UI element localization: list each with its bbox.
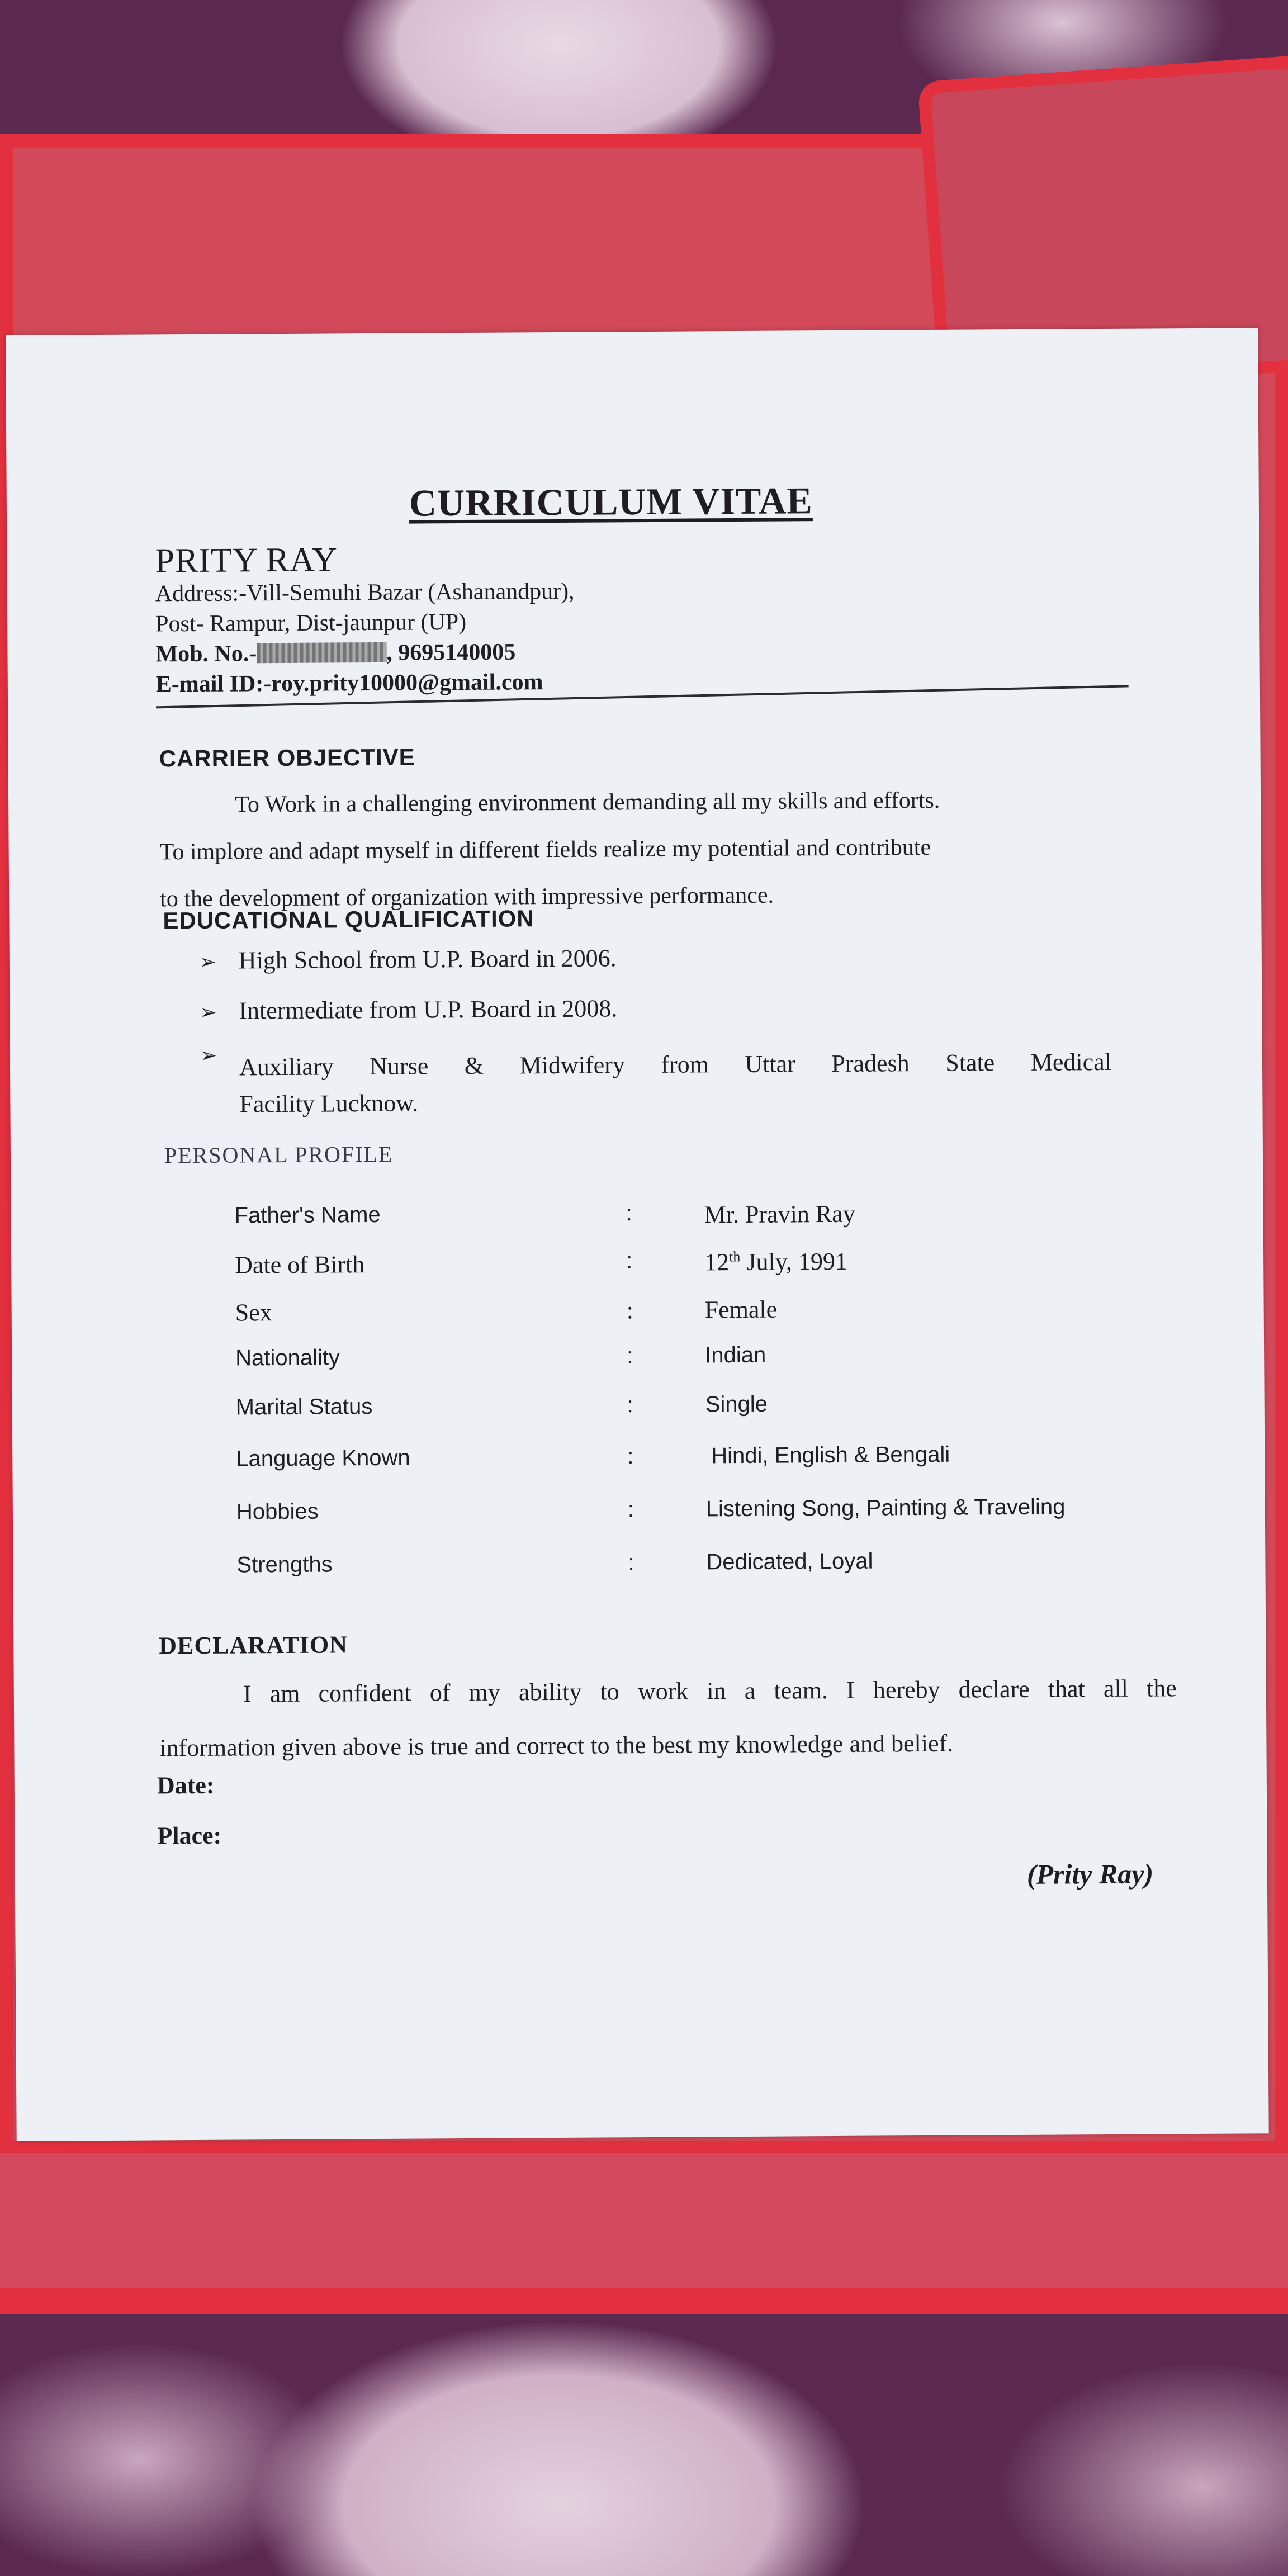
profile-value [704, 1247, 847, 1277]
profile-separator: : [626, 1248, 633, 1273]
profile-row [12, 1339, 1264, 1386]
profile-key: Father's Name [234, 1202, 381, 1228]
profile-value: Hindi, English & Bengali [711, 1442, 950, 1469]
bullet-arrow-icon: ➢ [200, 1001, 217, 1024]
address-line-2: Post- Rampur, Dist-jaunpur (UP) [155, 609, 467, 637]
mobile-value: , 9695140005 [386, 639, 516, 666]
profile-key: Hobbies [236, 1499, 319, 1524]
profile-heading: PERSONAL PROFILE [164, 1141, 394, 1168]
profile-key: Strengths [236, 1552, 333, 1578]
mobile-label: Mob. No.- [155, 641, 257, 667]
education-item [200, 941, 1116, 975]
profile-row [12, 1440, 1265, 1487]
education-item-continuation: Facility Lucknow. [239, 1089, 419, 1118]
objective-heading: CARRIER OBJECTIVE [159, 744, 415, 772]
declaration-line-2: information given above is true and correct to the best my knowledge and belief. [159, 1729, 954, 1762]
education-heading: EDUCATIONAL QUALIFICATION [163, 905, 534, 934]
declaration-text [159, 1661, 1177, 1775]
profile-key: Language Known [236, 1445, 410, 1471]
profile-row [13, 1493, 1265, 1540]
date-label: Date: [157, 1771, 215, 1800]
profile-value: Single [705, 1391, 768, 1417]
signature: (Prity Ray) [1026, 1858, 1154, 1890]
objective-text [159, 776, 1111, 922]
education-item-text: Auxiliary Nurse & Midwifery from Uttar Pradesh State Medical [239, 1048, 1112, 1081]
bullet-arrow-icon: ➢ [199, 950, 217, 974]
objective-line-3: to the development of organization with impressive performance. [160, 882, 774, 912]
address-line-1: Address:-Vill-Semuhi Bazar (Ashanandpur), [155, 578, 575, 607]
mobile-number [155, 638, 515, 667]
education-item [200, 1039, 1117, 1091]
redacted-number [257, 642, 386, 663]
profile-separator: : [626, 1201, 632, 1226]
profile-separator: : [627, 1393, 633, 1418]
profile-row [12, 1292, 1264, 1339]
profile-value: Mr. Pravin Ray [704, 1200, 855, 1229]
profile-value: Female [704, 1295, 778, 1324]
profile-value: Indian [705, 1342, 766, 1368]
profile-key: Marital Status [235, 1394, 373, 1420]
declaration-heading: DECLARATION [159, 1631, 348, 1660]
profile-key: Nationality [235, 1345, 340, 1371]
bullet-arrow-icon: ➢ [200, 1044, 217, 1067]
profile-row [11, 1197, 1263, 1244]
email-address: E-mail ID:-roy.prity10000@gmail.com [155, 669, 543, 698]
profile-row [12, 1389, 1265, 1436]
profile-separator: : [626, 1296, 634, 1324]
candidate-name: PRITY RAY [155, 541, 338, 580]
folder-bottom-edge [0, 2141, 1288, 2302]
education-item [200, 991, 1116, 1025]
profile-value: Listening Song, Painting & Traveling [705, 1494, 1066, 1522]
cv-document [6, 328, 1269, 2141]
profile-key: Date of Birth [235, 1251, 365, 1279]
profile-separator: : [627, 1343, 633, 1368]
profile-value: Dedicated, Loyal [706, 1549, 873, 1575]
profile-row [11, 1244, 1263, 1291]
profile-row [13, 1546, 1265, 1593]
objective-line-2: To implore and adapt myself in different fields realize my potential and contribute [159, 834, 931, 865]
profile-separator: : [628, 1550, 634, 1575]
profile-separator: : [627, 1444, 634, 1469]
profile-key: Sex [235, 1299, 272, 1327]
declaration-line-1: I am confident of my ability to work in a team. I hereby declare that all the [243, 1674, 1177, 1708]
profile-separator: : [627, 1497, 634, 1522]
education-item-text: Intermediate from U.P. Board in 2008. [239, 995, 618, 1025]
document-title: CURRICULUM VITAE [409, 479, 813, 524]
education-item-text: High School from U.P. Board in 2006. [238, 944, 617, 974]
dob-suffix: th [729, 1248, 741, 1265]
place-label: Place: [157, 1821, 222, 1850]
dob-day: 12 [704, 1248, 730, 1276]
objective-line-1: To Work in a challenging environment demanding all my skills and efforts. [234, 787, 940, 818]
dob-rest: July, 1991 [740, 1247, 848, 1276]
